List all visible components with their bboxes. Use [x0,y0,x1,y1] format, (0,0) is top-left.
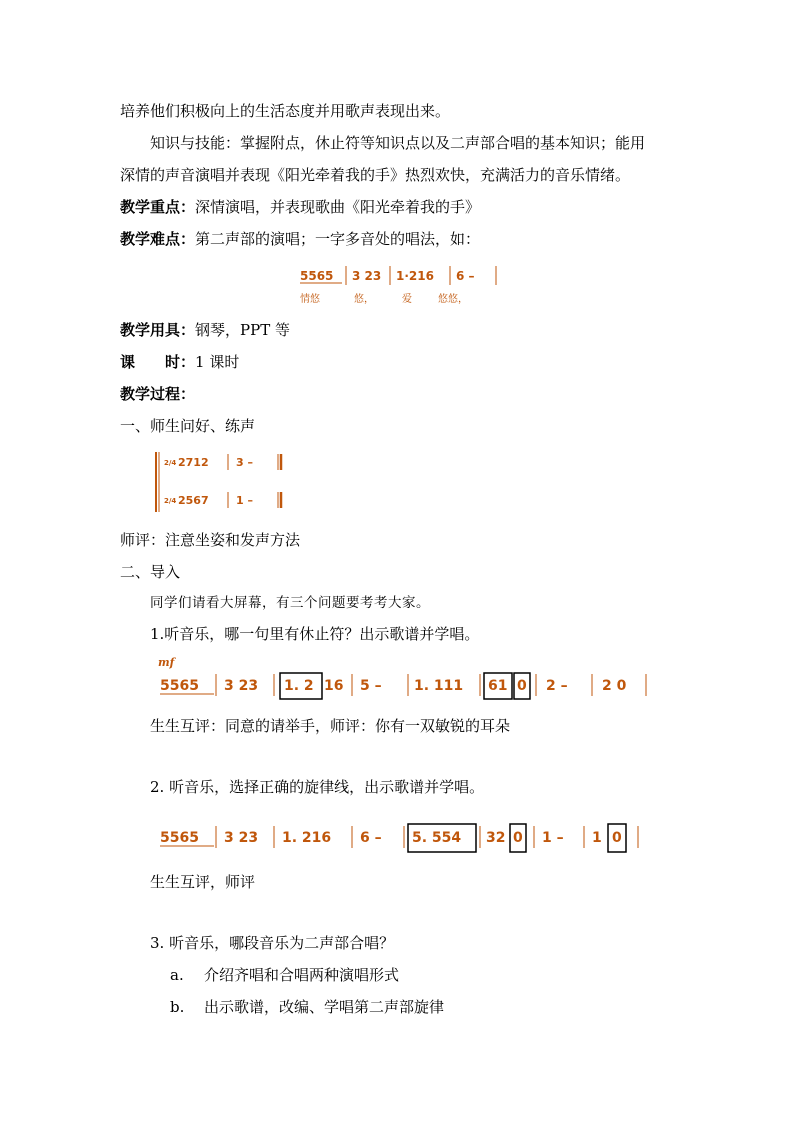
score2-notes: 2 – [546,678,568,694]
score2-notes: 1. 111 [414,678,464,694]
class-hours [120,352,239,372]
score1-notes-4: 6 – [456,269,475,283]
score2-notes: 5 – [360,678,382,694]
score1-notes-1: 5565 [300,269,334,283]
peer-review-1: 生生互评：同意的请举手，师评：你有一双敏锐的耳朵 [150,717,511,735]
score2-notes: 5565 [160,678,199,694]
score3-notes: 5. 554 [412,830,462,846]
teaching-process-heading: 教学过程： [120,385,196,403]
score1-lyric: 情悠 [300,294,320,305]
score3-notes: 0 [513,830,523,846]
peer-review-2: 生生互评，师评 [150,873,256,891]
intro-note: 同学们请看大屏幕，有三个问题要考考大家。 [150,595,430,611]
sub-item-a-text: 介绍齐唱和合唱两种演唱形式 [204,966,400,984]
score1-notes-2: 3 23 [352,269,382,283]
score-example-1-svg [298,262,508,308]
sub-item-a [170,965,399,985]
class-hours-label: 课 时： [120,353,196,371]
dynamic-mark: mf [158,656,175,669]
score3-notes: 5565 [160,830,199,846]
warmup-lower-notes: 2567 [178,494,209,507]
score3-notes: 32 [486,830,506,846]
score-example-3-svg [156,818,656,858]
teaching-focus-label: 教学重点： [120,198,196,216]
score3-notes: 1 – [542,830,564,846]
teaching-difficulty-label: 教学难点： [120,230,196,248]
score1-lyric: 爱 [402,294,412,305]
warmup-lower-end: 1 – [236,494,253,507]
question-3: 3. 听音乐，哪段音乐为二声部合唱？ [150,934,395,952]
paragraph-line-3: 深情的声音演唱并表现《阳光牵着我的手》热烈欢快，充满活力的音乐情绪。 [120,166,631,184]
score3-notes: 1. 216 [282,830,332,846]
score-example-2 [156,656,656,704]
score1-notes-3: 1·216 [396,269,434,283]
teaching-difficulty [120,229,480,249]
score2-notes: 16 [324,678,344,694]
score2-notes: 2 0 [602,678,627,694]
sub-item-b-mark: b. [170,998,185,1016]
teaching-tools-label: 教学用具： [120,321,196,339]
warmup-score-svg [154,450,294,516]
score-example-3 [156,818,656,858]
score2-notes: 61 [488,678,508,694]
teaching-focus-text: 深情演唱，并表现歌曲《阳光牵着我的手》 [195,198,481,216]
section-1-title: 一、师生问好、练声 [120,417,256,435]
question-2: 2. 听音乐，选择正确的旋律线，出示歌谱并学唱。 [150,778,485,796]
teaching-tools [120,320,290,340]
score2-notes: 0 [517,678,527,694]
teaching-difficulty-text: 第二声部的演唱；一字多音处的唱法，如： [195,230,481,248]
warmup-score [154,450,294,516]
score3-notes: 1 [592,830,602,846]
score3-notes: 3 23 [224,830,259,846]
score2-notes: 1. 2 [284,678,314,694]
warmup-time-signature: 2/4 [164,459,177,467]
section-2-title: 二、导入 [120,563,181,581]
score3-notes: 0 [612,830,622,846]
paragraph-line-2: 知识与技能：掌握附点，休止符等知识点以及二声部合唱的基本知识；能用 [150,134,646,152]
warmup-time-signature: 2/4 [164,497,177,505]
paragraph-line-1: 培养他们积极向上的生活态度并用歌声表现出来。 [120,102,451,120]
score1-lyric: 悠悠， [438,294,468,305]
warmup-upper-notes: 2712 [178,456,209,469]
score1-lyric: 悠， [354,294,374,305]
score2-notes: 3 23 [224,678,259,694]
sub-item-a-mark: a. [170,966,184,984]
teacher-comment: 师评：注意坐姿和发声方法 [120,531,301,549]
sub-item-b [170,997,444,1017]
teaching-focus [120,197,480,217]
score-example-1 [298,262,508,308]
class-hours-text: 1 课时 [195,353,240,371]
score-example-2-svg [156,656,656,704]
score3-notes: 6 – [360,830,382,846]
warmup-upper-end: 3 – [236,456,253,469]
sub-item-b-text: 出示歌谱，改编、学唱第二声部旋律 [204,998,445,1016]
teaching-tools-text: 钢琴，PPT 等 [195,321,290,339]
question-1: 1.听音乐，哪一句里有休止符？出示歌谱并学唱。 [150,625,480,643]
